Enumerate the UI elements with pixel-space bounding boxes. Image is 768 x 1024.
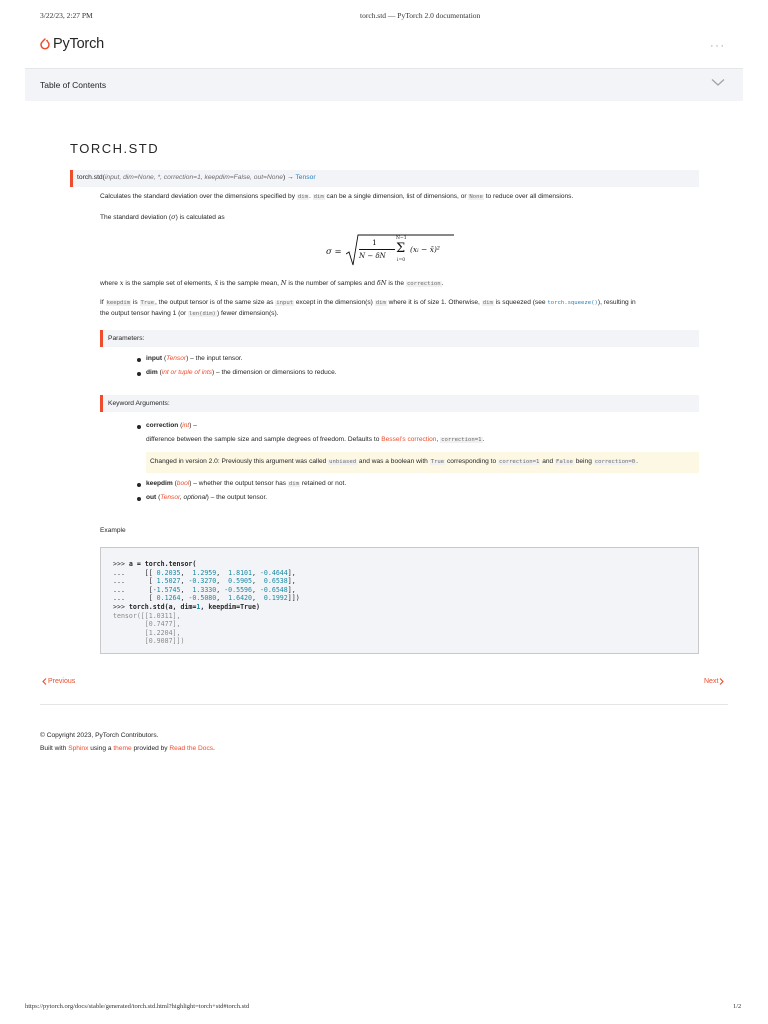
sum-symbol: Σ <box>396 241 406 256</box>
text: is the sample set of elements, <box>123 280 215 287</box>
number: 0.1264 <box>156 594 181 603</box>
inline-code: dim <box>288 481 299 487</box>
sum-term: (xᵢ − x̄)² <box>410 245 440 254</box>
math-sigma: σ <box>171 213 176 221</box>
param-input: input (Tensor) – the input tensor. <box>146 355 243 362</box>
text: , optional <box>179 494 207 501</box>
std-formula <box>326 233 456 269</box>
chevron-down-icon <box>711 78 725 87</box>
text: to reduce over all dimensions. <box>483 193 574 200</box>
kwarg-type-link[interactable]: int <box>182 422 190 429</box>
number: 1.2959 <box>192 568 217 577</box>
inline-code: correction <box>406 281 441 287</box>
next-label: Next <box>704 678 719 685</box>
text: Changed in version 2.0: Previously this argument was called <box>150 458 329 465</box>
code-line: ... [[ 0.2035, 1.2959, 1.8101, -0.4644], <box>113 568 296 577</box>
more-menu-icon[interactable]: ··· <box>710 40 726 52</box>
text: – whether the output tensor has <box>191 480 288 487</box>
kwarg-correction: correction (int) – <box>146 422 197 429</box>
built-with <box>40 745 215 752</box>
pytorch-flame-icon <box>40 38 50 50</box>
param-desc: – the dimension or dimensions to reduce. <box>214 369 337 376</box>
text: except in the dimension(s) <box>294 299 375 306</box>
code: torch.std(a, dim= <box>128 602 197 611</box>
param-type-link[interactable]: int or tuple of ints <box>161 369 212 376</box>
code-line: ... [ 1.5027, -0.3270, 0.5905, 0.6538], <box>113 577 296 586</box>
kwarg-correction-desc <box>146 436 484 443</box>
function-signature <box>70 170 699 187</box>
text: where <box>100 280 120 287</box>
math-xbar: x̄ <box>214 279 219 287</box>
footer-divider <box>40 704 728 705</box>
print-url: https://pytorch.org/docs/stable/generated/torch.std.html?highlight=torch+std#torch.std <box>25 1003 250 1010</box>
math-x: x <box>119 279 124 287</box>
number: 0.6538 <box>263 577 288 586</box>
text: The standard deviation ( <box>100 214 172 221</box>
inline-code: correction=1 <box>441 437 482 443</box>
text: is the number of samples and <box>286 280 377 287</box>
text: . <box>441 280 444 287</box>
text: Calculates the standard deviation over the dimensions specified by <box>100 193 297 200</box>
kwarg-type-link[interactable]: bool <box>176 480 190 487</box>
text: retained or not. <box>299 480 347 487</box>
formula-explanation <box>100 279 443 287</box>
bullet <box>137 372 141 376</box>
number: -0.4644 <box>259 568 288 577</box>
formula-numerator: 1 <box>372 238 377 247</box>
code: ... [ <box>113 585 153 594</box>
text: is the <box>386 280 406 287</box>
text: . <box>636 458 638 465</box>
number: 1.5027 <box>156 577 181 586</box>
code: a = torch.tensor( <box>128 560 197 568</box>
code-output-line: [1.2204], <box>113 628 181 637</box>
text: . <box>308 193 313 200</box>
inline-code: len(dim) <box>188 311 216 317</box>
example-label: Example <box>100 527 126 534</box>
previous-label: Previous <box>48 678 76 685</box>
description-paragraph <box>100 193 573 200</box>
code: ], <box>287 585 296 594</box>
text: and <box>540 458 556 465</box>
code-output-line: [0.9087]]) <box>113 637 185 646</box>
math-N: N <box>280 279 287 287</box>
signature-return-link[interactable]: Tensor <box>295 174 316 181</box>
text: corresponding to <box>445 458 498 465</box>
version-change-note <box>146 452 699 473</box>
read-the-docs-link[interactable]: Read the Docs <box>169 745 214 752</box>
next-link[interactable] <box>704 678 724 685</box>
number: -0.3270 <box>188 577 217 586</box>
inline-code: correction=1 <box>498 459 540 465</box>
text: ), resulting in <box>597 299 636 306</box>
param-dim: dim (int or tuple of ints) – the dimension or dimensions to reduce. <box>146 369 337 376</box>
inline-code: dim <box>375 300 386 306</box>
code-output-line: tensor([[1.0311], <box>113 611 181 620</box>
example-code-block[interactable] <box>100 547 699 654</box>
bullet <box>137 497 141 501</box>
param-name: dim <box>146 369 158 376</box>
signature-close: ) → <box>282 174 296 181</box>
prompt: >>> <box>113 560 129 568</box>
formula-denominator: N − δN <box>359 252 386 260</box>
text: can be a single dimension, list of dimensions, or <box>324 193 469 200</box>
code-line <box>113 603 698 612</box>
copyright: © Copyright 2023, PyTorch Contributors. <box>40 732 159 739</box>
param-desc: – the input tensor. <box>188 355 243 362</box>
inline-code: False <box>556 459 573 465</box>
text: – the output tensor. <box>208 494 268 501</box>
bessels-correction-link[interactable]: Bessel’s correction <box>381 436 437 443</box>
print-page-number: 1/2 <box>733 1003 742 1010</box>
text: using a <box>88 745 114 752</box>
formula-lhs: σ = <box>326 247 342 257</box>
number: -0.5080 <box>188 594 217 603</box>
kwarg-type-link[interactable]: Tensor <box>160 494 180 501</box>
text: , <box>436 436 441 443</box>
code-output-line: [0.7477], <box>113 620 181 629</box>
inline-code: dim <box>297 194 308 200</box>
logo-text: PyTorch <box>53 36 104 52</box>
prompt: >>> <box>113 602 129 611</box>
number: -1.5745 <box>152 585 181 594</box>
number: 1.8101 <box>228 568 252 577</box>
inline-code: unbiased <box>329 459 357 465</box>
page-title: TORCH.STD <box>70 141 160 156</box>
text: Built with <box>40 745 69 752</box>
inline-code: dim <box>313 194 324 200</box>
toc-label: Table of Contents <box>40 80 107 90</box>
code-line: ... [-1.5745, 1.3330, -0.5596, -0.6548], <box>113 585 296 594</box>
text: is squeezed (see <box>493 299 548 306</box>
keyword-arguments-heading: Keyword Arguments: <box>100 395 699 412</box>
chevron-left-icon <box>42 678 47 685</box>
inline-code: dim <box>482 300 493 306</box>
number: 0.2035 <box>156 568 181 577</box>
text: provided by <box>131 745 170 752</box>
print-doc-title: torch.std — PyTorch 2.0 documentation <box>360 11 481 20</box>
text: difference between the sample size and sample degrees of freedom. Defaults to <box>146 436 382 443</box>
code: ... [[ <box>113 568 157 577</box>
code: ]]) <box>287 594 300 603</box>
number: -0.5596 <box>224 585 252 594</box>
table-of-contents-toggle[interactable] <box>25 68 743 101</box>
kwarg-name: keepdim <box>146 480 173 487</box>
kwarg-name: out <box>146 494 157 501</box>
code: ... [ <box>113 594 157 603</box>
code-line: ... [ 0.1264, -0.5080, 1.6420, 0.1992]]) <box>113 594 300 603</box>
sum-lower-limit: i=0 <box>397 258 406 263</box>
number: 0.5905 <box>228 577 252 586</box>
inline-code: None <box>469 194 483 200</box>
number: 1.6420 <box>228 594 252 603</box>
text: is <box>131 299 140 306</box>
keepdim-paragraph <box>100 299 636 306</box>
bullet <box>137 425 141 429</box>
print-datetime: 3/22/23, 2:27 PM <box>40 11 93 20</box>
keepdim-paragraph-cont <box>100 310 279 317</box>
fraction-bar <box>359 249 395 250</box>
signature-name: torch.std( <box>77 174 105 181</box>
signature-params: input, dim=None, *, correction=1, keepdim=False, out=None <box>104 174 283 181</box>
inline-code: True <box>430 459 445 465</box>
text: . <box>482 436 485 443</box>
bullet <box>137 483 141 487</box>
sphinx-link[interactable]: Sphinx <box>68 745 89 752</box>
text: . <box>213 745 215 752</box>
code: ], <box>287 568 296 577</box>
pytorch-logo[interactable] <box>40 36 104 52</box>
param-type-link[interactable]: Tensor <box>166 355 187 362</box>
text: If <box>100 299 106 306</box>
text: – <box>191 422 197 429</box>
text: is the sample mean, <box>218 280 281 287</box>
code-line <box>113 560 698 569</box>
parameters-heading: Parameters: <box>100 330 699 347</box>
text: ) is calculated as <box>175 214 225 221</box>
number: -0.6548 <box>259 585 288 594</box>
sum-upper-limit: N−1 <box>396 236 407 241</box>
kwarg-name: correction <box>146 422 179 429</box>
inline-code: keepdim <box>106 300 131 306</box>
std-definition-intro <box>100 213 225 221</box>
text: the output tensor having 1 (or <box>100 310 188 317</box>
chevron-right-icon <box>719 678 724 685</box>
text: being <box>573 458 594 465</box>
number: 0.1992 <box>263 594 288 603</box>
theme-link[interactable]: theme <box>113 745 132 752</box>
text: ) fewer dimension(s). <box>216 310 279 317</box>
number: 1.3330 <box>192 585 217 594</box>
math-deltaN: δN <box>376 279 387 287</box>
inline-code: correction=0 <box>594 459 636 465</box>
kwarg-keepdim: keepdim (bool) – whether the output tensor has dim retained or not. <box>146 480 347 487</box>
code: ... [ <box>113 577 157 586</box>
number: 1 <box>196 602 201 611</box>
kwarg-out: out (Tensor, optional) – the output tensor. <box>146 494 268 501</box>
text: where it is of size 1. Otherwise, <box>386 299 482 306</box>
text: , the output tensor is of the same size as <box>155 299 276 306</box>
inline-code: True <box>140 300 154 306</box>
bullet <box>137 358 141 362</box>
torch-squeeze-link[interactable]: torch.squeeze() <box>547 300 598 306</box>
param-name: input <box>146 355 163 362</box>
text: and was a boolean with <box>357 458 430 465</box>
inline-code: input <box>276 300 294 306</box>
code: ], <box>287 577 296 586</box>
previous-link[interactable] <box>42 678 75 685</box>
code: , keepdim=True) <box>200 602 260 611</box>
